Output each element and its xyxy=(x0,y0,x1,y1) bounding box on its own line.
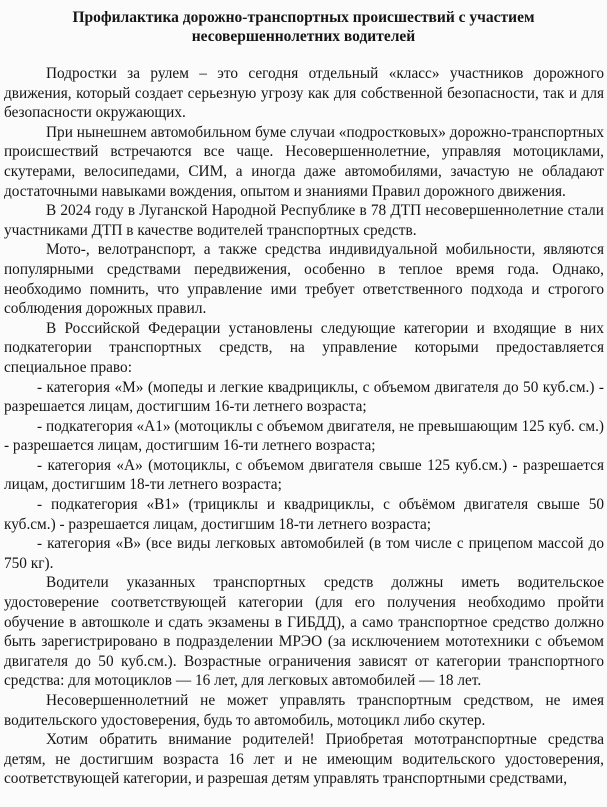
paragraph-parents-warning: Хотим обратить внимание родителей! Приобретая мототранспортные средства детям, не достигшим возраста 16 лет и не имеющим водительского удостоверения, соответствующей категории, и разрешая детям управлять транспортными средствами, xyxy=(4,731,604,788)
paragraph-license-requirements: Водители указанных транспортных средств должны иметь водительское удостоверение соответствующей категории (для его получения необходимо пройти обучение в автошколе и сдать экзамены в ГИБДД), а само транспортное средство должно быть зарегистрировано в подразделении МРЭО (за исключением мототехники с объемом двигателя до 50 куб.см.). Возрастные ограничения зависят от категории транспортного средства: для мотоциклов — 16 лет, для легковых автомобилей — 18 лет. xyxy=(4,574,604,690)
title-line-2: несовершеннолетних водителей xyxy=(191,28,416,45)
document-title xyxy=(0,8,607,46)
category-item-b1: - подкатегория «В1» (трициклы и квадрициклы, с объёмом двигателя свыше 50 куб.см.) - разрешается лицам, достигшим 18-ти летнего возраста; xyxy=(4,496,604,533)
category-item-b: - категория «В» (все виды легковых автомобилей (в том числе с прицепом массой до 750 кг). xyxy=(4,535,604,572)
paragraph-teen-drivers: Подростки за рулем – это сегодня отдельный «класс» участников дорожного движения, который создает серьезную угрозу как для собственной безопасности, так и для безопасности окружающих. xyxy=(4,65,604,122)
category-item-a: - категория «А» (мотоциклы, с объемом двигателя свыше 125 куб.см.) - разрешается лицам, достигшим 18-ти летнего возраста; xyxy=(4,456,604,494)
document-body xyxy=(0,64,607,789)
paragraph-no-license: Несовершеннолетний не может управлять транспортным средством, не имея водительского удостоверения, будь то автомобиль, мотоцикл либо скутер. xyxy=(4,692,604,729)
paragraph-teen-accidents: При нынешнем автомобильном буме случаи «подростковых» дорожно-транспортных происшествий встречаются все чаще. Несовершеннолетние, управляя мотоциклами, скутерами, велосипедами, СИМ, а иногда даже автомобилями, зачастую не обладают достаточными навыками вождения, опытом и знаниями Правил дорожного движения. xyxy=(4,123,604,200)
paragraph-mobility: Мото-, велотранспорт, а также средства индивидуальной мобильности, являются популярными средствами передвижения, особенно в теплое время года. Однако, необходимо помнить, что управление ими требует ответственного подхода и строгого соблюдения дорожных правил. xyxy=(4,241,604,318)
paragraph-statistics: В 2024 году в Луганской Народной Республике в 78 ДТП несовершеннолетние стали участниками ДТП в качестве водителей транспортных средств. xyxy=(4,202,604,239)
paragraph-categories-intro: В Российской Федерации установлены следующие категории и входящие в них подкатегории транспортных средств, на управление которыми предоставляется специальное право: xyxy=(4,319,604,376)
category-item-a1: - подкатегория «А1» (мотоциклы с объемом двигателя, не превышающим 125 куб. см.) - разрешается лицам, достигшим 16-ти летнего возраста; xyxy=(4,417,604,455)
title-line-1: Профилактика дорожно-транспортных происшествий с участием xyxy=(72,9,535,26)
category-item-m: - категория «М» (мопеды и легкие квадрициклы, с объемом двигателя до 50 куб.см.) - разрешается лицам, достигшим 16-ти летнего возраста; xyxy=(4,378,604,416)
